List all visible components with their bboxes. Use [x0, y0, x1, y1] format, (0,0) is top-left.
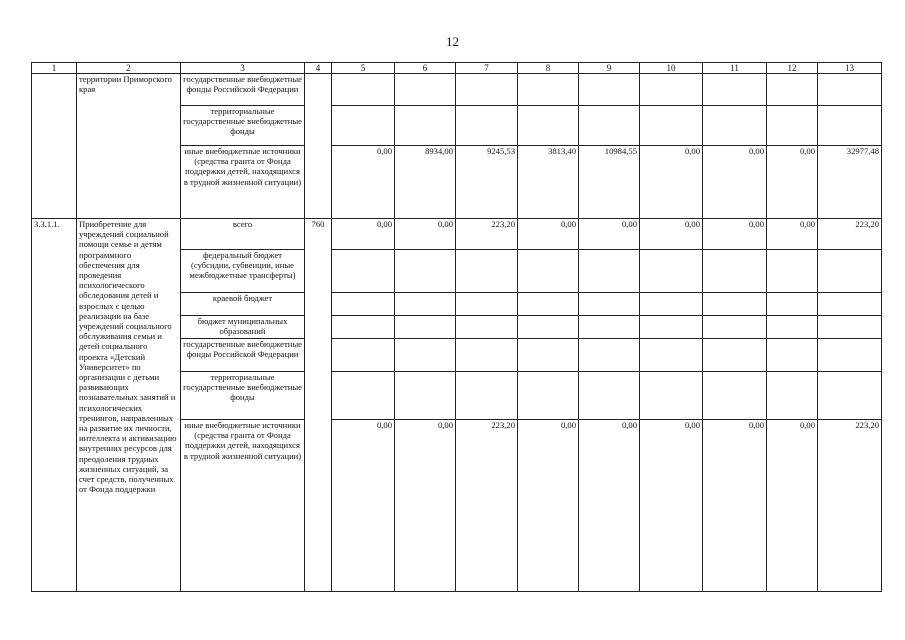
value-cell	[703, 106, 767, 146]
value-cell	[395, 74, 456, 106]
value-cell: 0,00	[703, 146, 767, 219]
value-cell: 0,00	[703, 420, 767, 592]
value-cell: 0,00	[518, 420, 579, 592]
header-cell: 9	[579, 63, 640, 74]
funding-source-cell: государственные внебюджетные фонды Российской Федерации	[181, 74, 305, 106]
value-cell	[332, 339, 395, 372]
funding-source-cell: государственные внебюджетные фонды Российской Федерации	[181, 339, 305, 372]
header-cell: 7	[456, 63, 518, 74]
value-cell	[332, 316, 395, 339]
funding-source-cell: краевой бюджет	[181, 293, 305, 316]
value-cell	[395, 316, 456, 339]
value-cell	[579, 250, 640, 293]
value-cell	[456, 106, 518, 146]
header-cell: 10	[640, 63, 703, 74]
value-cell	[767, 339, 818, 372]
value-cell	[395, 106, 456, 146]
value-cell	[767, 293, 818, 316]
value-cell: 3813,40	[518, 146, 579, 219]
value-cell	[456, 250, 518, 293]
value-cell	[518, 293, 579, 316]
value-cell	[332, 293, 395, 316]
value-cell: 223,20	[818, 420, 882, 592]
value-cell	[767, 372, 818, 420]
page-number: 12	[446, 34, 459, 49]
funding-source-cell: федеральный бюджет (субсидии, субвенции, иные межбюджетные трансферты)	[181, 250, 305, 293]
value-cell: 0,00	[579, 219, 640, 250]
value-cell	[703, 339, 767, 372]
header-cell: 5	[332, 63, 395, 74]
value-cell	[767, 250, 818, 293]
value-cell	[767, 106, 818, 146]
value-cell	[818, 339, 882, 372]
value-cell	[518, 339, 579, 372]
header-cell: 12	[767, 63, 818, 74]
value-cell	[456, 293, 518, 316]
value-cell	[456, 372, 518, 420]
value-cell	[703, 372, 767, 420]
value-cell	[818, 316, 882, 339]
budget-table	[31, 62, 882, 592]
code-cell: 760	[305, 219, 332, 592]
value-cell	[640, 74, 703, 106]
value-cell	[640, 293, 703, 316]
value-cell: 0,00	[640, 219, 703, 250]
value-cell	[332, 372, 395, 420]
value-cell	[518, 74, 579, 106]
value-cell	[456, 74, 518, 106]
value-cell: 9245,53	[456, 146, 518, 219]
value-cell: 8934,00	[395, 146, 456, 219]
funding-source-cell: бюджет муниципальных образований	[181, 316, 305, 339]
row-number-cell	[32, 74, 77, 219]
header-cell: 11	[703, 63, 767, 74]
header-cell: 2	[77, 63, 181, 74]
value-cell	[818, 106, 882, 146]
value-cell	[395, 250, 456, 293]
value-cell	[395, 293, 456, 316]
value-cell: 0,00	[395, 420, 456, 592]
value-cell: 223,20	[456, 219, 518, 250]
header-cell: 4	[305, 63, 332, 74]
value-cell: 32977,48	[818, 146, 882, 219]
value-cell: 0,00	[640, 146, 703, 219]
funding-source-cell: иные внебюджетные источники (средства гранта от Фонда поддержки детей, находящихся в трудной жизненной ситуации)	[181, 420, 305, 592]
value-cell: 0,00	[640, 420, 703, 592]
value-cell	[456, 339, 518, 372]
value-cell: 0,00	[767, 219, 818, 250]
header-row	[32, 63, 882, 74]
value-cell: 0,00	[518, 219, 579, 250]
table-row	[32, 219, 882, 250]
value-cell	[818, 372, 882, 420]
value-cell	[703, 250, 767, 293]
value-cell	[640, 339, 703, 372]
value-cell	[332, 106, 395, 146]
value-cell: 0,00	[332, 219, 395, 250]
value-cell	[518, 250, 579, 293]
value-cell	[818, 250, 882, 293]
activity-name-cell: Приобретение для учреждений социальной помощи семье и детям программного обеспечения для проведения психологического обследования детей и взрослых с целью реализации на базе учреждений социального обслуживания семьи и детей социального проекта «Детский Университет» по организации с детьми развивающих познавательных занятий и психологических тренингов, направленных на развитие их личности, интеллекта и активизацию внутренних ресурсов для преодоления трудных жизненных ситуаций, за счет средств, полученных от Фонда поддержки	[77, 219, 181, 592]
value-cell: 223,20	[456, 420, 518, 592]
value-cell	[767, 74, 818, 106]
header-cell: 3	[181, 63, 305, 74]
code-cell	[305, 74, 332, 219]
funding-source-cell: иные внебюджетные источники (средства гранта от Фонда поддержки детей, находящихся в трудной жизненной ситуации)	[181, 146, 305, 219]
value-cell	[640, 372, 703, 420]
value-cell	[332, 74, 395, 106]
value-cell: 0,00	[395, 219, 456, 250]
value-cell	[579, 293, 640, 316]
value-cell	[703, 293, 767, 316]
value-cell: 0,00	[767, 420, 818, 592]
value-cell	[579, 339, 640, 372]
value-cell: 0,00	[332, 420, 395, 592]
header-cell: 8	[518, 63, 579, 74]
value-cell	[395, 339, 456, 372]
value-cell: 0,00	[703, 219, 767, 250]
value-cell	[395, 372, 456, 420]
value-cell	[518, 372, 579, 420]
funding-source-cell: территориальные государственные внебюджетные фонды	[181, 372, 305, 420]
header-cell: 13	[818, 63, 882, 74]
value-cell	[640, 106, 703, 146]
value-cell: 0,00	[579, 420, 640, 592]
value-cell	[767, 316, 818, 339]
value-cell	[640, 316, 703, 339]
value-cell	[456, 316, 518, 339]
row-number-cell: 3.3.1.1.	[32, 219, 77, 592]
table-row	[32, 74, 882, 106]
value-cell: 223,20	[818, 219, 882, 250]
activity-name-cell: территории Приморского края	[77, 74, 181, 219]
value-cell	[579, 372, 640, 420]
value-cell	[332, 250, 395, 293]
value-cell: 10984,55	[579, 146, 640, 219]
value-cell	[518, 316, 579, 339]
value-cell	[703, 316, 767, 339]
value-cell	[579, 74, 640, 106]
value-cell	[703, 74, 767, 106]
header-cell: 6	[395, 63, 456, 74]
header-cell: 1	[32, 63, 77, 74]
value-cell	[640, 250, 703, 293]
value-cell	[818, 293, 882, 316]
funding-source-cell: территориальные государственные внебюджетные фонды	[181, 106, 305, 146]
value-cell: 0,00	[767, 146, 818, 219]
value-cell	[518, 106, 579, 146]
funding-source-cell: всего	[181, 219, 305, 250]
value-cell: 0,00	[332, 146, 395, 219]
value-cell	[818, 74, 882, 106]
value-cell	[579, 316, 640, 339]
value-cell	[579, 106, 640, 146]
